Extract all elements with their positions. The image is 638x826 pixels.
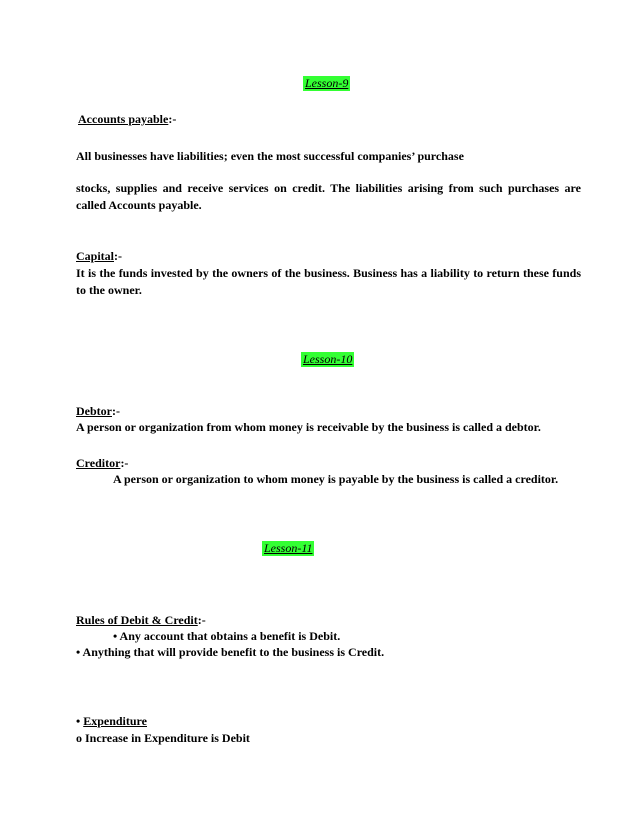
rules-suffix: :-	[197, 613, 206, 627]
capital-title: Capital	[76, 249, 115, 263]
debtor-title: Debtor	[76, 404, 112, 418]
expenditure-heading	[76, 713, 147, 730]
lesson-11-heading: Lesson-11	[264, 541, 313, 555]
accounts-payable-title: Accounts payable	[78, 112, 169, 126]
capital-suffix: :-	[114, 249, 123, 263]
capital-heading	[76, 248, 122, 265]
accounts-payable-paragraph: stocks, supplies and receive services on credit. The liabilities arising from such purchases are called Accounts payable.	[76, 181, 581, 212]
debtor-suffix: :-	[112, 404, 120, 418]
creditor-title: Creditor	[76, 456, 121, 470]
creditor-heading	[76, 455, 128, 472]
accounts-payable-suffix: :-	[168, 112, 177, 126]
lesson-9-heading: Lesson-9	[305, 76, 349, 90]
creditor-suffix: :-	[120, 456, 129, 470]
expenditure-title: Expenditure	[83, 714, 147, 728]
accounts-payable-line1: All businesses have liabilities; even the most successful companies’ purchase	[76, 149, 464, 163]
rules-item-credit: • Anything that will provide benefit to the business is Credit.	[76, 645, 385, 659]
debtor-paragraph: A person or organization from whom money is receivable by the business is called a debtor.	[76, 420, 541, 434]
expenditure-bullet: •	[76, 714, 84, 728]
rules-item-debit: • Any account that obtains a benefit is Debit.	[113, 629, 341, 643]
rules-title: Rules of Debit & Credit	[76, 613, 198, 627]
creditor-paragraph: A person or organization to whom money is payable by the business is called a creditor.	[113, 472, 559, 486]
expenditure-item: o Increase in Expenditure is Debit	[76, 731, 250, 745]
rules-heading	[76, 612, 206, 629]
debtor-heading	[76, 403, 120, 420]
accounts-payable-heading	[78, 111, 176, 128]
lesson-10-heading: Lesson-10	[303, 352, 353, 366]
capital-paragraph: It is the funds invested by the owners of the business. Business has a liability to return these funds to the owner.	[76, 266, 581, 297]
